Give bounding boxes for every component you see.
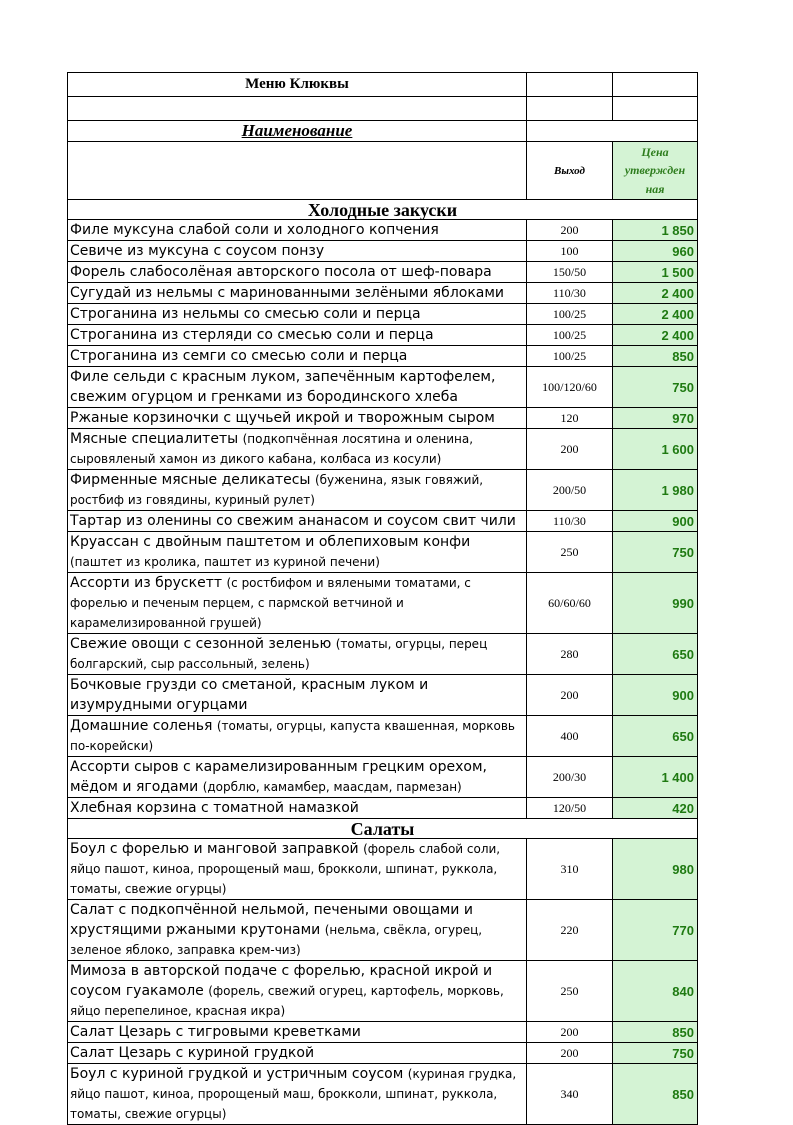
item-name-cell — [68, 470, 527, 511]
empty-cell — [613, 97, 698, 121]
item-price: 960 — [613, 241, 698, 262]
menu-item-row — [68, 241, 698, 262]
item-name-cell — [68, 798, 527, 819]
item-name: Тартар из оленины со свежим ананасом и соусом свит чили — [70, 513, 516, 529]
item-price: 2 400 — [613, 304, 698, 325]
item-output: 110/30 — [527, 283, 613, 304]
item-output: 280 — [527, 634, 613, 675]
menu-item-row — [68, 716, 698, 757]
menu-item-row — [68, 262, 698, 283]
item-name: Боул с куриной грудкой и устричным соусом — [70, 1066, 404, 1082]
item-price: 980 — [613, 839, 698, 900]
price-header-line: ная — [645, 181, 665, 196]
item-output: 100/25 — [527, 346, 613, 367]
item-output: 200 — [527, 220, 613, 241]
item-price: 1 850 — [613, 220, 698, 241]
menu-item-row — [68, 429, 698, 470]
heading-row — [68, 121, 698, 142]
item-name: Севиче из муксуна с соусом понзу — [70, 243, 325, 259]
menu-item-row — [68, 839, 698, 900]
item-name: Форель слабосолёная авторского посола от шеф-повара — [70, 264, 492, 280]
menu-item-row — [68, 532, 698, 573]
item-name: Бочковые грузди со сметаной, красным луком и изумрудными огурцами — [70, 677, 429, 713]
menu-item-row — [68, 346, 698, 367]
item-output: 200 — [527, 429, 613, 470]
menu-item-row — [68, 1043, 698, 1064]
price-column-header — [613, 142, 698, 200]
item-note: (буженина, язык говяжий, ростбиф из говядины, куриный рулет) — [70, 473, 484, 507]
empty-cell — [613, 73, 698, 97]
item-output: 200 — [527, 1022, 613, 1043]
item-output: 200/50 — [527, 470, 613, 511]
item-name-cell — [68, 429, 527, 470]
item-note: (паштет из кролика, паштет из куриной печени) — [70, 555, 380, 569]
item-price: 1 980 — [613, 470, 698, 511]
item-price: 990 — [613, 573, 698, 634]
item-name-cell — [68, 961, 527, 1022]
item-name-cell — [68, 408, 527, 429]
item-price: 2 400 — [613, 283, 698, 304]
item-name: Ассорти из брускетт — [70, 575, 223, 591]
item-name: Домашние соленья — [70, 718, 213, 734]
item-output: 200/30 — [527, 757, 613, 798]
title-row — [68, 73, 698, 97]
item-note: (нельма, свёкла, огурец, зеленое яблоко, заправка крем-чиз) — [70, 923, 483, 957]
item-name: Ассорти сыров с карамелизированным грецким орехом, мёдом и ягодами — [70, 759, 487, 795]
item-output: 60/60/60 — [527, 573, 613, 634]
item-price: 1 400 — [613, 757, 698, 798]
item-output: 220 — [527, 900, 613, 961]
menu-item-row — [68, 304, 698, 325]
item-note: (подкопчённая лосятина и оленина, сыровяленый хамон из дикого кабана, колбаса из косули) — [70, 432, 474, 466]
item-output: 400 — [527, 716, 613, 757]
item-note: (куриная грудка, яйцо пашот, киноа, пророщеный маш, брокколи, шпинат, руккола, томаты, свежие огурцы) — [70, 1067, 517, 1121]
item-price: 2 400 — [613, 325, 698, 346]
item-output: 340 — [527, 1064, 613, 1125]
empty-cell — [68, 97, 527, 121]
item-price: 750 — [613, 367, 698, 408]
item-name-cell — [68, 716, 527, 757]
item-name-cell — [68, 283, 527, 304]
section-title: Холодные закуски — [68, 200, 698, 220]
item-name: Мясные специалитеты — [70, 431, 239, 447]
item-price: 770 — [613, 900, 698, 961]
item-name: Боул с форелью и манговой заправкой — [70, 841, 359, 857]
item-price: 420 — [613, 798, 698, 819]
item-note: (дорблю, камамбер, маасдам, пармезан) — [202, 780, 462, 794]
menu-title: Меню Клюквы — [68, 73, 527, 97]
item-name-cell — [68, 573, 527, 634]
item-note: (форель, свежий огурец, картофель, морковь, яйцо перепелиное, красная икра) — [70, 984, 504, 1018]
item-name: Мимоза в авторской подаче с форелью, красной икрой и соусом гуакамоле — [70, 963, 493, 999]
menu-item-row — [68, 1022, 698, 1043]
item-name-cell — [68, 1022, 527, 1043]
item-name-cell — [68, 634, 527, 675]
menu-item-row — [68, 283, 698, 304]
menu-item-row — [68, 1064, 698, 1125]
item-price: 850 — [613, 346, 698, 367]
item-output: 310 — [527, 839, 613, 900]
item-name-cell — [68, 900, 527, 961]
item-output: 110/30 — [527, 511, 613, 532]
menu-item-row — [68, 367, 698, 408]
item-name-cell — [68, 325, 527, 346]
item-output: 200 — [527, 1043, 613, 1064]
item-name-cell — [68, 839, 527, 900]
empty-cell — [527, 97, 613, 121]
item-price: 750 — [613, 1043, 698, 1064]
item-name: Филе сельди с красным луком, запечённым картофелем, свежим огурцом и гренками из бородинского хлеба — [70, 369, 496, 405]
item-output: 120 — [527, 408, 613, 429]
price-header-line: Цена — [641, 144, 669, 159]
item-output: 250 — [527, 961, 613, 1022]
price-header-line: утвержден — [624, 163, 686, 178]
item-name-cell — [68, 304, 527, 325]
item-name: Фирменные мясные деликатесы — [70, 472, 311, 488]
item-note: (томаты, огурцы, капуста квашенная, морковь по-корейски) — [70, 719, 516, 753]
item-output: 100/120/60 — [527, 367, 613, 408]
item-name: Салат с подкопчённой нельмой, печеными овощами и хрустящими ржаными крутонами — [70, 902, 473, 938]
section-title: Салаты — [68, 819, 698, 839]
empty-cell — [527, 121, 698, 142]
item-name-cell — [68, 346, 527, 367]
menu-item-row — [68, 470, 698, 511]
empty-cell — [68, 142, 527, 200]
item-name: Филе муксуна слабой соли и холодного копчения — [70, 222, 439, 238]
item-output: 200 — [527, 675, 613, 716]
menu-item-row — [68, 408, 698, 429]
item-price: 900 — [613, 675, 698, 716]
item-note: (с ростбифом и вялеными томатами, с форелью и печеным перцем, с пармской ветчиной и карамелизированной грушей) — [70, 576, 471, 630]
item-output: 250 — [527, 532, 613, 573]
item-price: 750 — [613, 532, 698, 573]
item-name: Строганина из семги со смесью соли и перца — [70, 348, 408, 364]
menu-item-row — [68, 900, 698, 961]
menu-table — [67, 72, 698, 1125]
item-output: 100/25 — [527, 325, 613, 346]
menu-item-row — [68, 798, 698, 819]
section-row — [68, 819, 698, 839]
item-name-cell — [68, 1064, 527, 1125]
item-price: 1 500 — [613, 262, 698, 283]
output-column-header: Выход — [527, 142, 613, 200]
item-output: 120/50 — [527, 798, 613, 819]
item-output: 100/25 — [527, 304, 613, 325]
item-name-cell — [68, 367, 527, 408]
menu-item-row — [68, 757, 698, 798]
item-name-cell — [68, 532, 527, 573]
item-price: 850 — [613, 1064, 698, 1125]
item-price: 970 — [613, 408, 698, 429]
menu-item-row — [68, 675, 698, 716]
menu-item-row — [68, 325, 698, 346]
item-name-cell — [68, 241, 527, 262]
item-price: 650 — [613, 634, 698, 675]
menu-item-row — [68, 511, 698, 532]
item-name-cell — [68, 675, 527, 716]
column-header-row — [68, 142, 698, 200]
item-name: Салат Цезарь с тигровыми креветками — [70, 1024, 361, 1040]
item-name-cell — [68, 511, 527, 532]
item-name: Салат Цезарь с куриной грудкой — [70, 1045, 315, 1061]
item-name: Сугудай из нельмы с маринованными зелёными яблоками — [70, 285, 505, 301]
item-output: 150/50 — [527, 262, 613, 283]
item-name-cell — [68, 220, 527, 241]
name-column-heading: Наименование — [68, 121, 527, 142]
menu-item-row — [68, 634, 698, 675]
item-price: 900 — [613, 511, 698, 532]
item-output: 100 — [527, 241, 613, 262]
item-name-cell — [68, 1043, 527, 1064]
item-name: Хлебная корзина с томатной намазкой — [70, 800, 359, 816]
item-note: (форель слабой соли, яйцо пашот, киноа, пророщеный маш, брокколи, шпинат, руккола, томаты, свежие огурцы) — [70, 842, 501, 896]
menu-item-row — [68, 573, 698, 634]
item-name: Строганина из стерляди со смесью соли и перца — [70, 327, 434, 343]
item-price: 650 — [613, 716, 698, 757]
item-name: Строганина из нельмы со смесью соли и перца — [70, 306, 421, 322]
item-price: 850 — [613, 1022, 698, 1043]
item-name-cell — [68, 262, 527, 283]
section-row — [68, 200, 698, 220]
item-price: 840 — [613, 961, 698, 1022]
empty-cell — [527, 73, 613, 97]
item-price: 1 600 — [613, 429, 698, 470]
item-name: Ржаные корзиночки с щучьей икрой и творожным сыром — [70, 410, 495, 426]
blank-row — [68, 97, 698, 121]
item-name: Круассан с двойным паштетом и облепиховым конфи — [70, 534, 471, 550]
menu-item-row — [68, 220, 698, 241]
menu-item-row — [68, 961, 698, 1022]
item-name-cell — [68, 757, 527, 798]
item-name: Свежие овощи с сезонной зеленью — [70, 636, 332, 652]
item-note: (томаты, огурцы, перец болгарский, сыр рассольный, зелень) — [70, 637, 488, 671]
